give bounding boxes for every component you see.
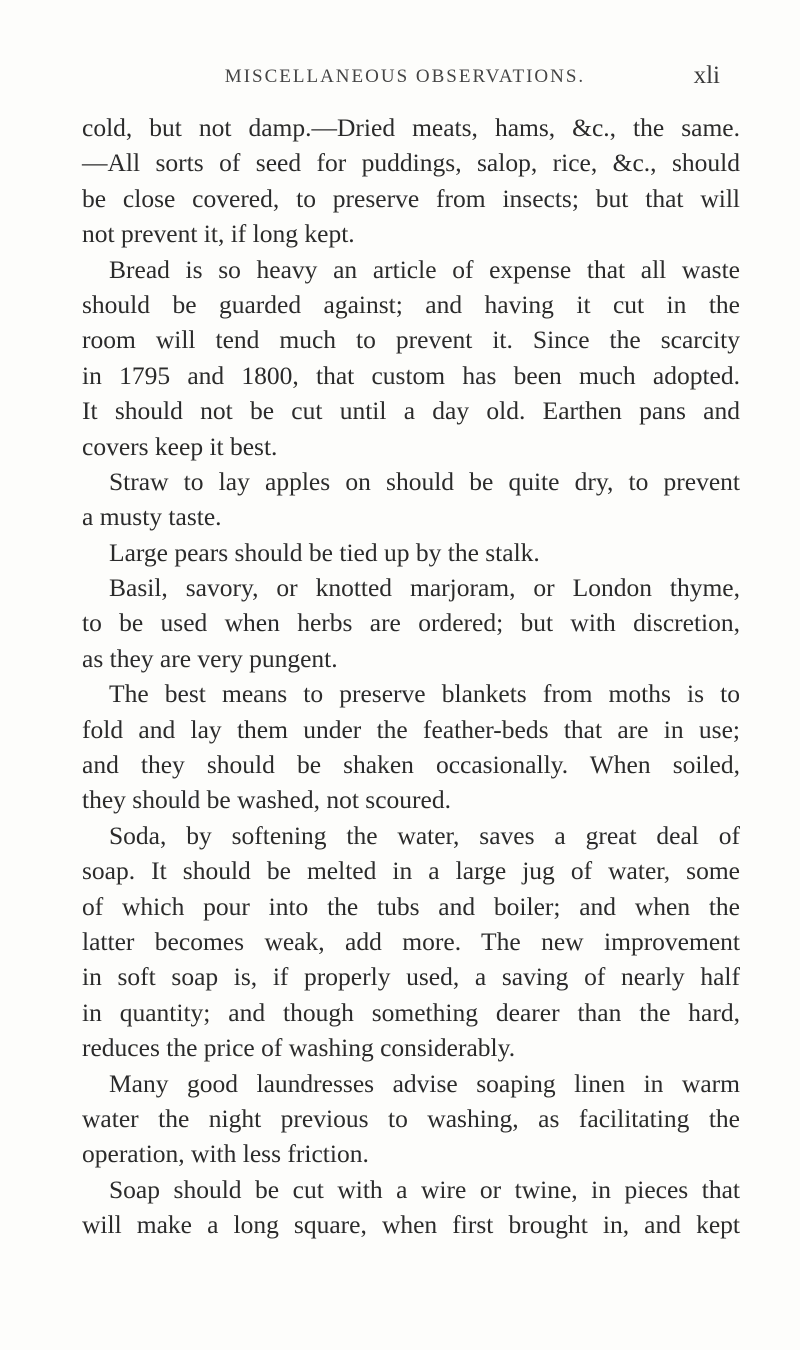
text-line: they should be washed, not scoured. bbox=[82, 785, 451, 815]
text-line: covers keep it best. bbox=[82, 431, 278, 461]
text-line: operation, with less friction. bbox=[82, 1139, 369, 1169]
text-line: to be used when herbs are ordered; but with discretion, bbox=[82, 608, 740, 638]
text-line: Straw to lay apples on should be quite dry, to prevent bbox=[109, 466, 740, 496]
text-line: Soda, by softening the water, saves a great deal of bbox=[109, 820, 740, 850]
text-line: Large pears should be tied up by the stalk. bbox=[109, 537, 540, 567]
text-line: soap. It should be melted in a large jug of water, some bbox=[82, 856, 740, 886]
text-line: Many good laundresses advise soaping linen in warm bbox=[109, 1068, 740, 1098]
text-line: as they are very pungent. bbox=[82, 643, 338, 673]
text-line: a musty taste. bbox=[82, 502, 222, 532]
text-line: The best means to preserve blankets from moths is to bbox=[109, 679, 740, 709]
text-line: fold and lay them under the feather-beds that are in use; bbox=[82, 714, 740, 744]
text-line: reduces the price of washing considerably. bbox=[82, 1033, 516, 1063]
body-text bbox=[82, 110, 740, 1243]
running-head: MISCELLANEOUS OBSERVATIONS. bbox=[224, 66, 586, 87]
page-header bbox=[200, 62, 720, 98]
text-line: —All sorts of seed for puddings, salop, rice, &c., should bbox=[82, 148, 740, 178]
text-line: cold, but not damp.—Dried meats, hams, &c., the same. bbox=[82, 113, 740, 142]
text-line: and they should be shaken occasionally. When soiled, bbox=[82, 750, 740, 780]
text-line: It should not be cut until a day old. Earthen pans and bbox=[82, 396, 740, 426]
text-line: in soft soap is, if properly used, a saving of nearly half bbox=[82, 962, 740, 992]
text-line: latter becomes weak, add more. The new improvement bbox=[82, 926, 740, 956]
text-line: room will tend much to prevent it. Since the scarcity bbox=[82, 325, 740, 355]
text-line: be close covered, to preserve from insects; but that will bbox=[82, 183, 740, 213]
text-line: of which pour into the tubs and boiler; and when the bbox=[82, 891, 740, 921]
text-line: should be guarded against; and having it cut in the bbox=[82, 289, 740, 319]
text-line: Bread is so heavy an article of expense that all waste bbox=[109, 254, 740, 284]
text-line: Basil, savory, or knotted marjoram, or London thyme, bbox=[109, 573, 740, 603]
text-line: will make a long square, when first brought in, and kept bbox=[82, 1210, 740, 1240]
text-line: water the night previous to washing, as facilitating the bbox=[82, 1103, 740, 1133]
text-line: in 1795 and 1800, that custom has been much adopted. bbox=[82, 360, 740, 390]
text-line: in quantity; and though something dearer than the hard, bbox=[82, 997, 740, 1027]
text-line: Soap should be cut with a wire or twine, in pieces that bbox=[109, 1174, 740, 1204]
page-number: xli bbox=[693, 62, 720, 89]
text-line: not prevent it, if long kept. bbox=[82, 219, 355, 249]
